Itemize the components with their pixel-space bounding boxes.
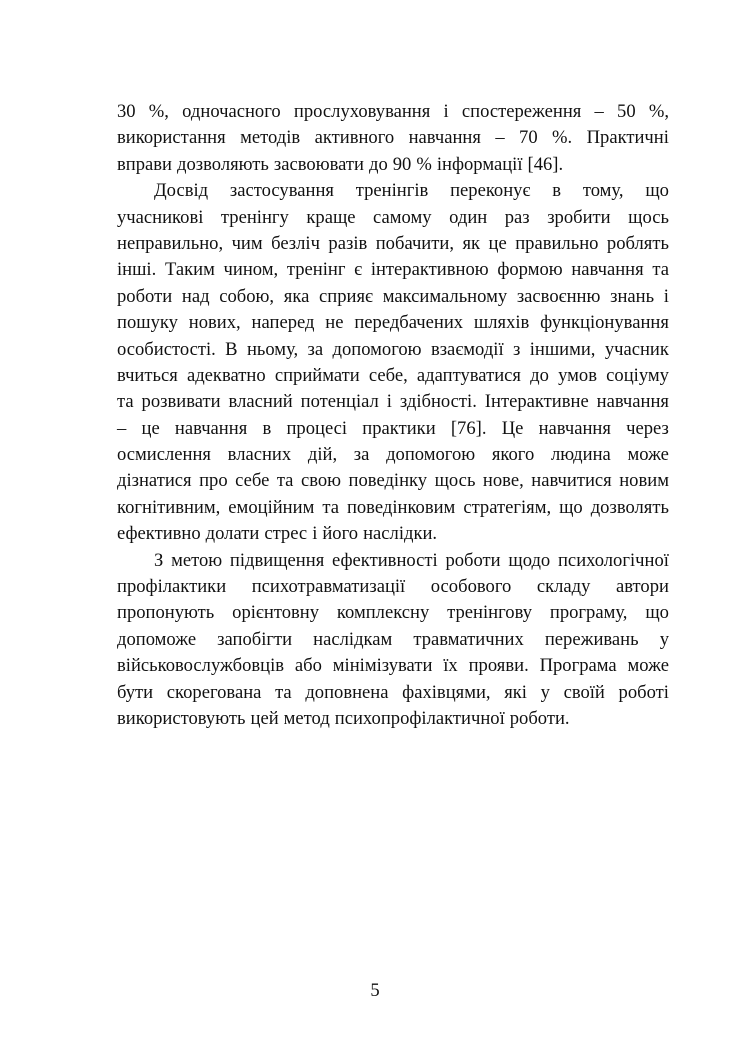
- text-line: неправильно, чим безліч разів побачити, як це правильно роблять: [117, 232, 669, 254]
- text-line: військовослужбовців або мінімізувати їх прояви. Програма може: [117, 655, 669, 677]
- text-line: та розвивати власний потенціал і здібності. Інтерактивне навчання: [117, 391, 669, 413]
- paragraph: [117, 548, 669, 733]
- text-line: пропонують орієнтовну комплексну тренінгову програму, що: [117, 602, 669, 624]
- body-text: [117, 99, 669, 732]
- text-line: ефективно долати стрес і його наслідки.: [117, 523, 438, 545]
- text-line: 30 %, одночасного прослуховування і спостереження – 50 %,: [117, 101, 669, 122]
- text-line: роботи над собою, яка сприяє максимальному засвоєнню знань і: [117, 285, 669, 307]
- paragraph: [117, 178, 669, 547]
- page-number: 5: [370, 980, 380, 1001]
- text-line: учасникові тренінгу краще самому один раз зробити щось: [117, 206, 669, 228]
- text-line: З метою підвищення ефективності роботи щодо психологічної: [154, 549, 669, 571]
- text-line: інші. Таким чином, тренінг є інтерактивною формою навчання та: [117, 259, 669, 281]
- text-line: – це навчання в процесі практики [76]. Це навчання через: [117, 417, 669, 439]
- text-line: допоможе запобігти наслідкам травматичних переживань у: [117, 628, 669, 650]
- text-line: профілактики психотравматизації особового складу автори: [117, 576, 669, 598]
- text-line: осмислення власних дій, за допомогою якого людина може: [117, 444, 669, 466]
- text-line: бути скорегована та доповнена фахівцями, які у своїй роботі: [117, 681, 669, 703]
- text-line: вправи дозволяють засвоювати до 90 % інформації [46].: [117, 153, 564, 175]
- text-line: дізнатися про себе та свою поведінку щось нове, навчитися новим: [117, 470, 669, 492]
- paragraph: [117, 99, 669, 178]
- text-line: Досвід застосування тренінгів переконує в тому, що: [154, 180, 669, 202]
- text-line: когнітивним, емоційним та поведінковим стратегіям, що дозволять: [117, 496, 669, 518]
- text-line: використовують цей метод психопрофілактичної роботи.: [117, 707, 570, 729]
- text-line: пошуку нових, наперед не передбачених шляхів функціонування: [117, 312, 669, 334]
- text-line: вчиться адекватно сприймати себе, адаптуватися до умов соціуму: [117, 364, 669, 386]
- text-line: використання методів активного навчання – 70 %. Практичні: [117, 127, 669, 149]
- text-line: особистості. В ньому, за допомогою взаємодії з іншими, учасник: [117, 338, 669, 360]
